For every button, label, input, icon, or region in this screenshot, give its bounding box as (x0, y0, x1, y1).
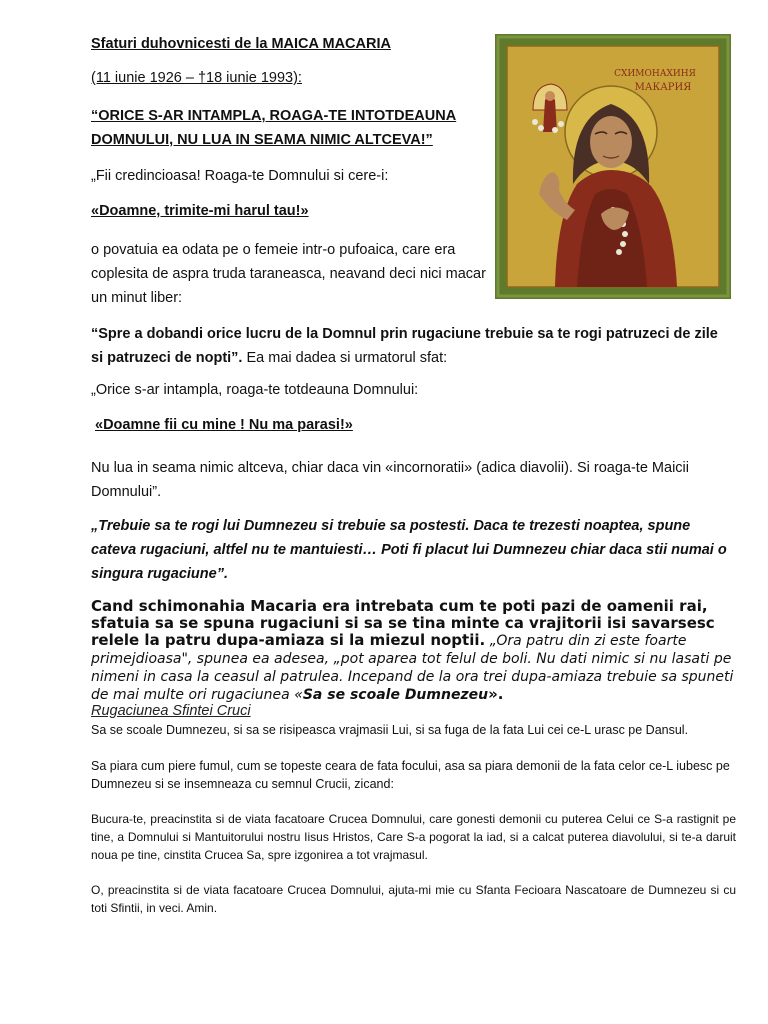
main-quote: “ORICE S-AR INTAMPLA, ROAGA-TE INTOTDEAUNA DOMNULUI, NU LUA IN SEAMA NIMIC ALTCEVA!” (91, 108, 457, 148)
cross-prayer-line-2: Sa piara cum piere fumul, cum se topeste ceara de fata focului, asa sa piara demonii de la fata celor ce-L iubesc pe Dumnezeu si se insemneaza cu semnul Crucii, zicand: (91, 759, 730, 791)
saint-icon-svg (495, 34, 731, 299)
paragraph-advice-intro: „Fii credincioasa! Roaga-te Domnului si cere-i: (91, 168, 389, 184)
paragraph-evil-people (91, 598, 741, 704)
paragraph-counsel: o povatuia ea odata pe o femeie intr-o pufoaica, care era coplesita de aspra truda taraneasca, neavand deci nici macar un minut liber: (91, 242, 486, 306)
evil-people-prayer-name: Sa se scoale Dumnezeu (302, 687, 489, 703)
cross-prayer-body: Bucura-te, preacinstita si de viata facatoare Crucea Domnului, care gonesti demonii cu puterea Celui ce S-a rastignit pe tine, a Domnului si Mantuitorului nostru Iisus Hristos, Care S-a pogorat la iad, si a calcat puterea diavolului, si te-a daruit noua pe tine, cinstita Crucea Sa, spre izgonirea a tot vrajmasul. (91, 812, 736, 862)
icon-inscription-1: СХИМОНАХИНЯ (614, 69, 696, 79)
icon-inscription-2: МАКАРИЯ (634, 82, 692, 93)
paragraph-always-pray: „Orice s-ar intampla, roaga-te totdeauna Domnului: (91, 382, 419, 398)
paragraph-ignore-demons: Nu lua in seama nimic altceva, chiar daca vin «incornoratii» (adica diavolii). Si roaga-te Maicii Domnului”. (91, 460, 689, 500)
paragraph-fasting: „Trebuie sa te rogi lui Dumnezeu si trebuie sa postesti. Daca te trezesti noaptea, spune cateva rugaciuni, altfel nu te mantuiesti… Poti fi placut lui Dumnezeu chiar daca stii numai o singura rugaciune”. (91, 518, 727, 582)
dates-line: (11 iunie 1926 – †18 iunie 1993): (91, 70, 302, 86)
saint-icon-image (495, 34, 731, 299)
cross-prayer-ending: O, preacinstita si de viata facatoare Crucea Domnului, ajuta-mi mie cu Sfanta Fecioara Nascatoare de Dumnezeu si cu toti Sfintii, in veci. Amin. (91, 883, 736, 915)
evil-people-end: ». (488, 685, 504, 703)
forty-days-rest: Ea mai dadea si urmatorul sfat: (242, 350, 448, 366)
evil-people-italic: „Ora patru din zi este foarte primejdioasa", spunea ea adesea, „pot aparea tot felul de boli. Nu dati nimic si nu lasati pe nimeni in casa la ceasul al patrulea. Incepand de la ora trei dupa-amiaza trebuie sa spuneti de mai multe ori rugaciunea « (91, 633, 734, 703)
evil-people-bold: Cand schimonahia Macaria era intrebata cum te poti pazi de oamenii rai, sfatuia sa se spuna rugaciuni si sa se tina minte ca vrajitorii isi savarsesc relele la patru dupa-amiaza si la miezul noptii. (91, 597, 715, 649)
cross-prayer-line-1: Sa se scoale Dumnezeu, si sa se risipeasca vrajmasii Lui, si sa fuga de la fata Lui cei ce-L urasc pe Dansul. (91, 723, 689, 737)
forty-days-quote: “Spre a dobandi orice lucru de la Domnul prin rugaciune trebuie sa te rogi patruzeci de zile si patruzeci de nopti”. (91, 326, 718, 366)
cross-prayer-title: Rugaciunea Sfintei Cruci (91, 703, 251, 719)
prayer-grace: «Doamne, trimite-mi harul tau!» (91, 203, 309, 219)
page-title: Sfaturi duhovnicesti de la MAICA MACARIA (91, 36, 391, 52)
paragraph-forty-days (91, 322, 731, 370)
prayer-be-with-me: «Doamne fii cu mine ! Nu ma parasi!» (95, 417, 353, 433)
